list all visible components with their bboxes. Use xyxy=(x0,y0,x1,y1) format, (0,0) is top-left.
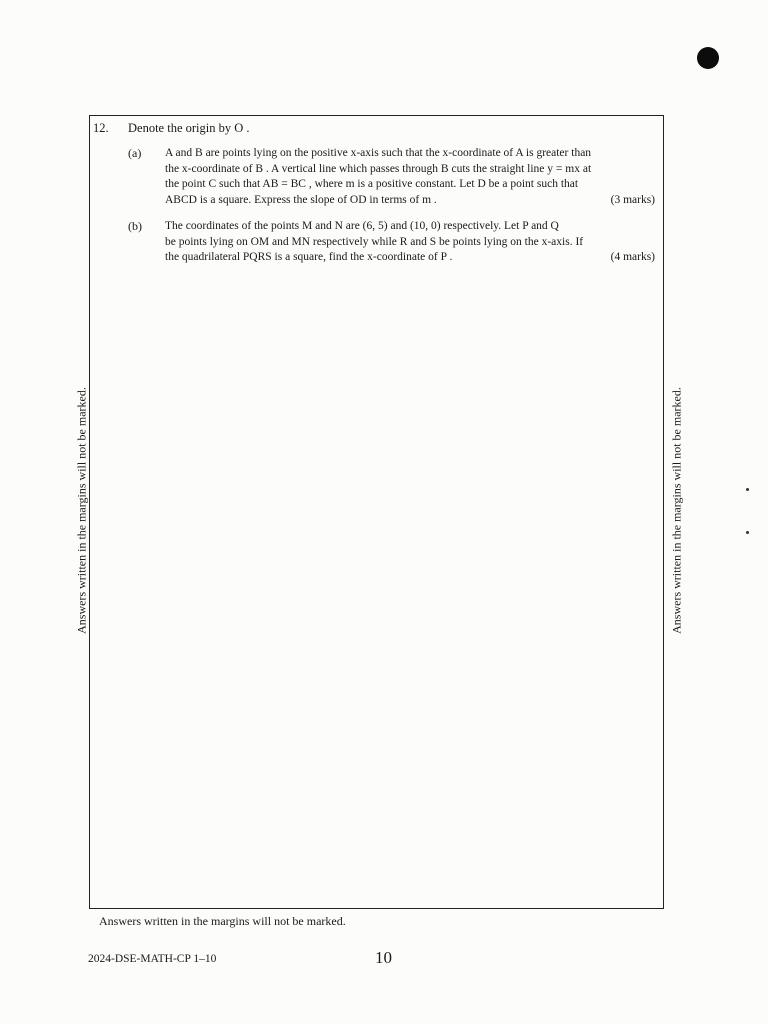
part-a-line-3: the point C such that AB = BC , where m is a positive constant. Let D be a point such that xyxy=(165,178,579,191)
part-a-line-4: ABCD is a square. Express the slope of OD in terms of m . (3 marks) xyxy=(165,193,655,209)
scan-speck xyxy=(746,531,749,534)
part-b-text xyxy=(165,219,655,266)
bottom-margin-notice: Answers written in the margins will not be marked. xyxy=(99,914,346,928)
part-b-line-3: the quadrilateral PQRS is a square, find the x-coordinate of P . (4 marks) xyxy=(165,250,655,266)
part-a-line-1: A and B are points lying on the positive x-axis such that the x-coordinate of A is greater than xyxy=(165,147,592,159)
right-margin-notice: Answers written in the margins will not be marked. xyxy=(669,387,684,634)
part-a-text xyxy=(165,146,655,208)
page-number: 10 xyxy=(375,948,392,967)
paper-code: 2024-DSE-MATH-CP 1–10 xyxy=(88,953,217,965)
part-a-line-2: the x-coordinate of B . A vertical line which passes through B cuts the straight line y = mx at xyxy=(165,162,592,175)
question-stem: Denote the origin by O . xyxy=(128,121,250,135)
scan-speck xyxy=(746,488,749,491)
part-b-label: (b) xyxy=(128,219,142,233)
part-a-label: (a) xyxy=(128,146,142,160)
part-b-line-1: The coordinates of the points M and N are (6, 5) and (10, 0) respectively. Let P and Q xyxy=(165,220,559,232)
punch-hole-mark xyxy=(697,47,719,69)
part-a-marks: (3 marks) xyxy=(610,193,655,206)
part-b-marks: (4 marks) xyxy=(610,251,655,264)
question-number: 12. xyxy=(93,121,109,135)
left-margin-notice: Answers written in the margins will not be marked. xyxy=(74,387,89,634)
part-b-line-2: be points lying on OM and MN respectively while R and S be points lying on the x-axis. If xyxy=(165,235,584,248)
